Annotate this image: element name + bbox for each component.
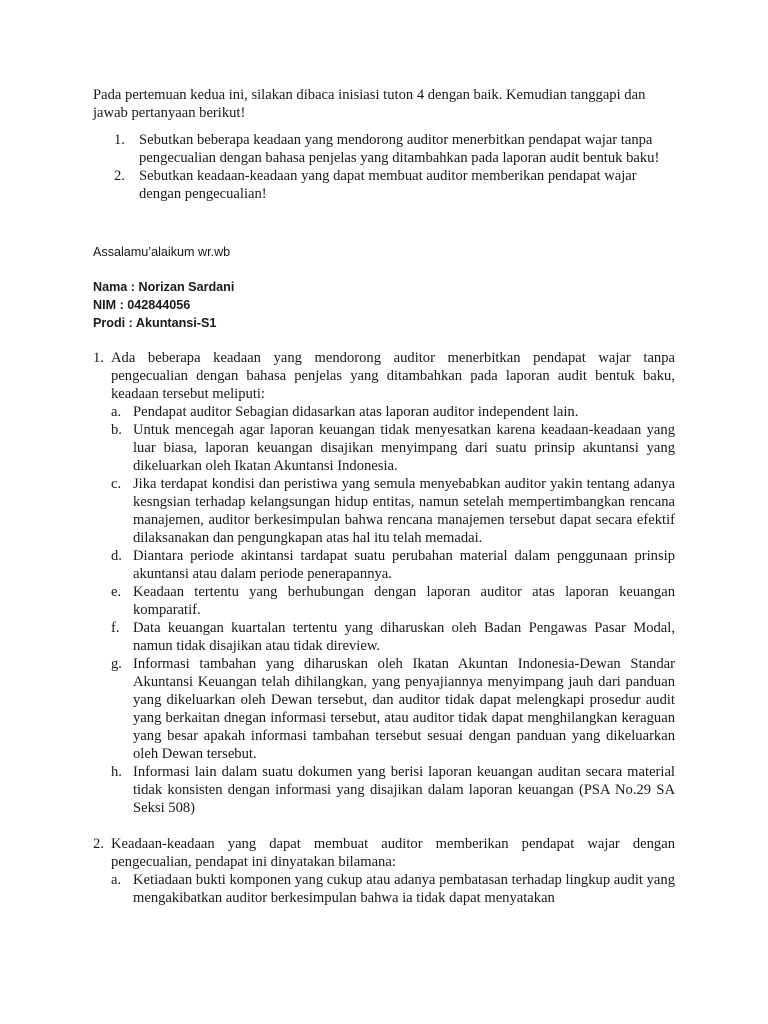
list-item (111, 619, 675, 655)
list-text: Data keuangan kuartalan tertentu yang diharuskan oleh Badan Pengawas Pasar Modal, namun tidak disajikan atau tidak direview. (133, 620, 675, 654)
list-text: Ketiadaan bukti komponen yang cukup atau adanya pembatasan terhadap lingkup audit yang mengakibatkan auditor berkesimpulan bahwa ia tidak dapat menyatakan (133, 872, 675, 906)
question-list (93, 131, 675, 203)
question-number: 2. (114, 168, 125, 184)
list-text: Informasi tambahan yang diharuskan oleh Ikatan Akuntan Indonesia-Dewan Standar Akuntansi Keuangan telah dihilangkan, yang penyajiannya menyimpang jauh dari panduan yang dikeluarkan oleh Dewan tersebut, dan auditor tidak dapat melengkapi prosedur audit yang berkaitan dnegan informasi tersebut, atau auditor tidak dapat menghilangkan keraguan yang besar apakah informasi tambahan tersebut sesuai dengan panduan yang dikeluarkan oleh Dewan tersebut. (133, 656, 675, 762)
list-letter: b. (111, 422, 122, 438)
list-item (111, 655, 675, 763)
list-item (111, 547, 675, 583)
list-letter: a. (111, 404, 122, 420)
question-text: Sebutkan keadaan-keadaan yang dapat membuat auditor memberikan pendapat wajar dengan pengecualian! (139, 168, 637, 202)
answer-lead: Ada beberapa keadaan yang mendorong auditor menerbitkan pendapat wajar tanpa pengecualian dengan bahasa penjelas yang ditambahkan pada laporan audit bentuk baku, keadaan tersebut meliputi: (111, 350, 675, 402)
identity-block (93, 278, 675, 332)
document-page (93, 86, 675, 907)
study-program: Prodi : Akuntansi-S1 (93, 316, 217, 330)
list-letter: f. (111, 620, 120, 636)
list-letter: e. (111, 584, 122, 600)
answer-1-list (111, 403, 675, 817)
list-letter: a. (111, 872, 122, 888)
answer-number: 1. (93, 350, 104, 366)
answer-1 (93, 349, 675, 817)
list-letter: d. (111, 548, 122, 564)
answer-number: 2. (93, 836, 104, 852)
question-item (93, 131, 675, 167)
question-number: 1. (114, 132, 125, 148)
list-item (111, 421, 675, 475)
student-nim: NIM : 042844056 (93, 298, 191, 312)
list-text: Diantara periode akintansi tardapat suatu perubahan material dalam penggunaan prinsip akuntansi atau dalam periode penerapannya. (133, 548, 675, 582)
list-text: Informasi lain dalam suatu dokumen yang berisi laporan keuangan auditan secara material tidak konsisten dengan informasi yang disajikan dalam laporan keuangan (PSA No.29 SA Seksi 508) (133, 764, 675, 816)
list-item (111, 403, 675, 421)
question-item (93, 167, 675, 203)
list-letter: h. (111, 764, 122, 780)
student-name: Nama : Norizan Sardani (93, 280, 235, 294)
list-text: Keadaan tertentu yang berhubungan dengan laporan auditor atas laporan keuangan komparatif. (133, 584, 675, 618)
answer-2-list (111, 871, 675, 907)
greeting: Assalamu’alaikum wr.wb (93, 245, 231, 259)
list-item (111, 583, 675, 619)
intro-paragraph: Pada pertemuan kedua ini, silakan dibaca inisiasi tuton 4 dengan baik. Kemudian tanggapi dan jawab pertanyaan berikut! (93, 87, 646, 121)
list-text: Untuk mencegah agar laporan keuangan tidak menyesatkan karena keadaan-keadaan yang luar biasa, laporan keuangan disajikan menyimpang dari suatu prinsip akuntansi yang dikeluarkan oleh Ikatan Akuntansi Indonesia. (133, 422, 675, 474)
list-letter: g. (111, 656, 122, 672)
list-letter: c. (111, 476, 122, 492)
answer-lead: Keadaan-keadaan yang dapat membuat auditor memberikan pendapat wajar dengan pengecualian, pendapat ini dinyatakan bilamana: (111, 836, 675, 870)
question-text: Sebutkan beberapa keadaan yang mendorong auditor menerbitkan pendapat wajar tanpa pengecualian dengan bahasa penjelas yang ditambahkan pada laporan audit bentuk baku! (139, 132, 660, 166)
list-text: Jika terdapat kondisi dan peristiwa yang semula menyebabkan auditor yakin tentang adanya kesngsian terhadap kelangsungan hidup entitas, namun setelah mempertimbangkan rencana manajemen, auditor berkesimpulan bahwa rencana manajemen tersebut dapat secara efektif dilaksanakan dan pengungkapan atas hal itu telah memadai. (133, 476, 675, 546)
list-item (111, 475, 675, 547)
list-text: Pendapat auditor Sebagian didasarkan atas laporan auditor independent lain. (133, 404, 579, 420)
list-item (111, 871, 675, 907)
answer-2 (93, 835, 675, 907)
list-item (111, 763, 675, 817)
